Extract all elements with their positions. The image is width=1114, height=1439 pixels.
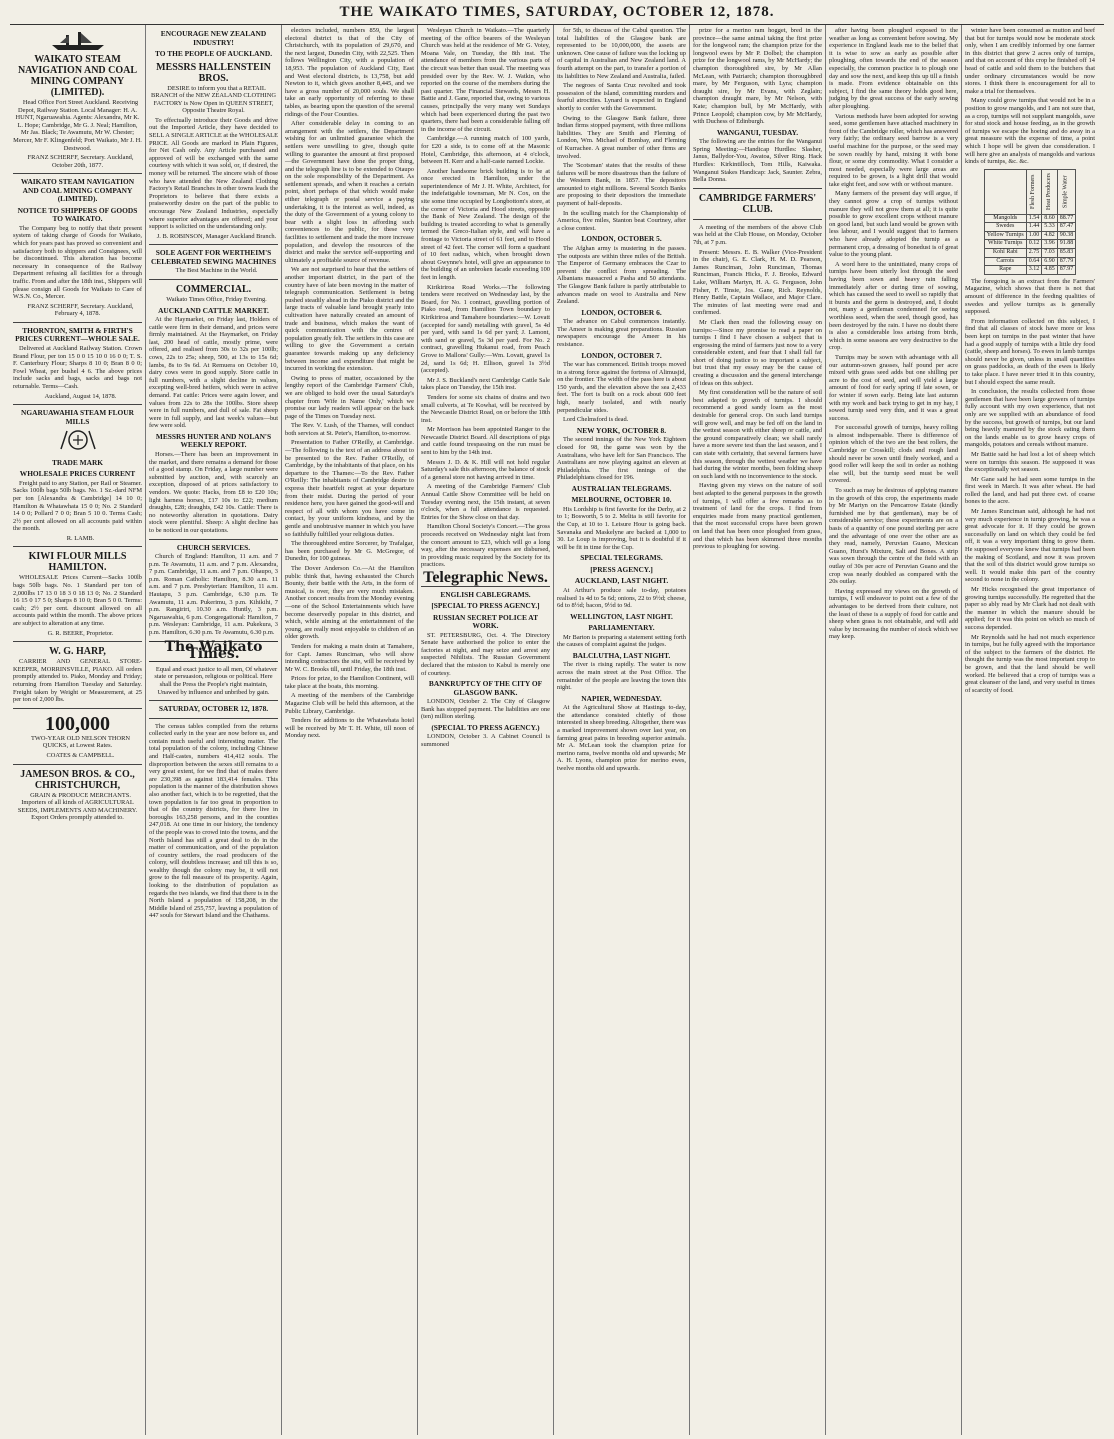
divider: [149, 700, 278, 701]
article-body: The foregoing is an extract from the Farmers' Magazine, which shows that there is not that amount of difference in the feeding qualities of swedes and yellow turnips as is generally supposed.: [965, 277, 1095, 316]
divider: [13, 173, 142, 174]
article-body: From information collected on this subject, I find that all classes of stock have more or less been kept on turnips in the past winter that have had a good supply of turnips with a little dry food (cattle, sheep and horses). To ewes in lamb turnips should never be given, unless in small quantities on grass paddocks, as death of the ewes is likely to take place. I have never tried it in this country, but I should expect the same result.: [965, 317, 1095, 386]
table-row: [984, 214, 1075, 223]
ad-firm: MESSRS HALLENSTEIN BROS.: [156, 61, 271, 84]
dateline: NAPIER, WEDNESDAY.: [581, 693, 662, 703]
table-cell: 3.12: [1026, 266, 1042, 275]
section-subheading: [SPECIAL TO PRESS AGENCY.]: [431, 601, 540, 611]
article-body: Owing to the Glasgow Bank failure, three Indian firms stopped payment, with three millions liabilities. They are Smith and Fleming of London, Wm. Michael of Bombay, and Fleming of Kurrachee. A great number of other firms are involved.: [557, 114, 686, 160]
table-cell: 85.83: [1057, 249, 1076, 258]
article-heading: CAMBRIDGE FARMERS' CLUB.: [698, 192, 817, 215]
article-body: The Dover Anderson Co.—At the Hamilton public think that, having exhausted the Church Bounty, their battle with the Arts, in the form of musical, is over, they are very much mistaken. Another concert results from the Monday evening—one of the School Entertainments which have become deservedly popular in this district, and which, while aiming at the entertainment of the young, are really most enjoyable to children of an older growth.: [285, 564, 414, 641]
dateline: Waikato Times Office, Friday Evening.: [166, 295, 267, 303]
ad-body: Freight paid to any Station, per Rail or Steamer. Sacks 100lb bags 50lb bags. No. 1 Sz.-dard NFM per ton [Alexandra & Cambridge] 14 10 0; Hamilton & Whatawhata 15 0 0; No. 2 Standard 14 0 0; Pollard 7 0 0; Bran 5 10 0. Terms Cash; 2½ per cent allowed on all accounts paid within the month.: [13, 479, 142, 533]
table-cell: 0.64: [1026, 257, 1042, 266]
article-body: Mr Hicks recognised the great importance of growing turnips successfully. He regretted that the paper so ably read by Mr Clark had not dealt with the manner in which the manure should be applied; for it was this point on which so much of success depended.: [965, 586, 1095, 631]
ad-body: GRAIN & PRODUCE MERCHANTS. Importers of all kinds of AGRICULTURAL SEEDS, IMPLEMENTS AND MACHINERY. Export Orders promptly attended to.: [17, 791, 138, 822]
ad-signature: COATES & CAMPBELL.: [46, 751, 115, 759]
article-body: Church of England: Hamilton, 11 a.m. and 7 p.m. Te Awamutu, 11 a.m. and 7 p.m. Alexandra, 7 p.m. Cambridge, 11 a.m. and 7 p.m. Ohaupo, 3 p.m. Roman Catholic: Hamilton, 8.30 a.m. 11 a.m. and 7 p.m. Presbyterian: Hamilton, 11 a.m. Hautapu, 3 p.m. Cambridge, 6.30 p.m. Te Awamutu, 11 a.m. Pukerimu, 3 p.m. Kihikihi, 7 p.m. Rangiriri, 10.30 a.m. Huntly, 3 p.m. Ngaruawahia, 6 p.m. Congregational: Hamilton, 7 p.m. Wesleyan: Cambridge, 11 a.m. Pukekura, 3 p.m. Hamilton, 6.30 p.m. Te Awamutu, 6.30 p.m.: [149, 553, 278, 636]
article-heading: MESSRS HUNTER AND NOLAN'S WEEKLY REPORT.: [155, 431, 272, 450]
article-body: Turnips may be sown with advantage with all our autumn-sown grasses, half pound per acre mixed with grass seed adds but one shilling per acre to the cost of seed, and will yield a large amount of food for early spring if late sown, or for winter if sown early. Being late last autumn with my work and back trying to get in my hay, I sowed turnip seed very thin, and it was a great success.: [829, 353, 958, 422]
column-8: [962, 25, 1098, 1435]
table-cell: 87.97: [1057, 266, 1076, 275]
article-body: A meeting of the members of the above Club was held at the Club House, on Monday, October 7th, at 7 p.m.: [693, 223, 822, 246]
article-body: The Rev. V. Lush, of the Thames, will conduct both services at St. Peter's, Hamilton, to-morrow.: [285, 422, 414, 437]
article-body: Tenders for making a main drain at Tamahere, for Capt. James Runciman, who will show intending contractors the site, will be received by Mr W. C. Brooks till, until Friday, the 18th inst.: [285, 642, 414, 673]
column-3: [282, 25, 418, 1435]
dateline: WANGANUI, TUESDAY.: [716, 127, 799, 137]
article-body: for 5th, to discuss of the Cabul question. The total liabilities of the Glasgow bank are represented to be 10,000,000, the assets are unknown. One cause of failure was the locking up of capital in Australian and New Zealand land. A fourth attempt on the part, to transfer a portion of its liabilities to New Zealand and Australia, failed.: [557, 27, 686, 80]
divider: [149, 279, 278, 280]
article-body: Mr Morrison has been appointed Ranger to the Newcastle District Board. All descriptions of pigs and cattle found trespassing on the run must be sent to him by the 14th inst.: [421, 426, 550, 457]
article-body: Messrs J. D. & K. Hill will not hold regular Saturday's sale this afternoon, the balance of stock of a general store not having arrived in time.: [421, 458, 550, 481]
article-heading: RUSSIAN SECRET POLICE AT WORK.: [432, 612, 539, 631]
article-body: Lord Chelmsford is dead.: [563, 416, 629, 424]
divider: [13, 322, 142, 323]
column-5: [554, 25, 690, 1435]
article-body: A meeting of the Cambridge Farmers' Club Annual Cattle Show Committee will be held on Tuesday evening next, the 15th instant, at seven o'clock, when a full attendance is requested. Entries for the Show close on that day.: [421, 483, 550, 521]
article-body: Mr J. S. Buckland's next Cambridge Cattle Sale takes place on Tuesday, the 15th inst.: [421, 376, 550, 392]
dateline: AUCKLAND, LAST NIGHT.: [574, 576, 669, 586]
divider: [13, 641, 142, 642]
article-body: A meeting of the members of the Cambridge Magazine Club will be held this afternoon, at the Public Library, Cambridge.: [285, 692, 414, 715]
article-body: Tenders for some six chains of drains and two small culverts, at Te Kowhai, will be received by the Newcastle District Road, on or before the 18th inst.: [421, 393, 550, 424]
table-row: [984, 257, 1075, 266]
article-body: Various methods have been adopted for sowing seed, some gentlemen have attached machinery in front of the Cambridge roller, which has answered very fairly; the ordinary seed barrow is a very useful machine for the purpose, or the seed may be sown readily by hand, mixing it with bone flour, or some dry commodity. What I consider a most needed, especially were large areas are required to be grown, is a light drill that would take eight feet, and sow with or without manure.: [829, 112, 958, 188]
article-body: Another handsome brick building is to be at once erected in Hamilton, under the superintendence of Mr J. H. White, Architect, for the indefatigable townsman, Mr N. Cox, on the site some time occupied by Longbottom's store, at the corner of Victoria and Hood streets, opposite the Bank of New Zealand. The design of the building is treated according to what is generally termed the Greco-Italian style, and will have a frontage to Victoria street of 61 feet, and to Hood street of 42 feet. The corner will form a quadrant of 10 feet radius, which, when brought down about Gwynne's hotel, will give an appearance to the building of an unbroken facade exceeding 100 feet in length.: [421, 167, 550, 281]
ad-body: To effectually introduce their Goods and drive out the Imported Article, they have decided to SELL A SINGLE ARTICLE at the WHOLESALE PRICE. All Goods are marked in Plain Figures, for Net Cash only. Any Article purchased and approved of will be exchanged with the same courtesy with which it was sold, or, if desired, the money will be returned. The sincere wish of those who have attended the New Zealand Clothing Factory's Retail Branches in other towns leads the Proprietors to believe that there exists a praiseworthy desire on the part of the public to encourage New Zealand Industries, especially where superior advantages are offered; and your support is solicited on the understanding only.: [149, 116, 278, 231]
section-subheading: (SPECIAL TO PRESS AGENCY.): [431, 722, 540, 732]
article-body: The river is rising rapidly. The water is now across the main street at the Post Office. The remainder of the people are leaving the town this night.: [557, 661, 686, 692]
section-heading: SPECIAL TELEGRAMS.: [580, 553, 663, 563]
article-body: At the Haymarket, on Friday last, Holders of cattle were firm in their demand, and prices were firmly maintained. At the Haymarket, on Friday last, 200 head of cattle, mostly prime, were offered, and realised from 30s to 32s per 100lb; cows, 22s to 25s; sheep, 500, at 13s to 15s 6d; lambs, 8s to 9s 6d. At Remuera on October 10, dairy cows were in good supply. Store cattle in full numbers, with a slight decline in values, excepting well-bred heifers, which were in active demand. Fat cattle: Prices were again lower, and values from 22s to 28s the 100lbs. Store sheep were in full numbers, and dull of sale. Fat sheep were in full supply, and last week's values—but few were sold.: [149, 316, 278, 430]
article-body: Kirikiriroa Road Works.—The following tenders were received on Wednesday last, by the Board, for No. 1 contract, gravelling portion of Piako road, from Hamilton Town boundary to Kirikiriroa and Tamahere boundaries:—W. Lovatt (accepted for sand) metalling with gravel, 5s 4d per yard, with sand 1s 6d per yard; J. Lamont, with sand or gravel, 5s 3d per yard. For No. 2 contract, gravelling Hukanui road, from Peach Grove to Mallons' Gully:—Wm. Lovatt, gravel 1s 2d, sand 1s 6d; H. Ellison, gravel 1s 3½d (accepted).: [421, 283, 550, 375]
article-heading: BANKRUPTCY OF THE CITY OF GLASGOW BANK.: [428, 679, 543, 697]
dateline: LONDON, OCTOBER 7.: [581, 350, 662, 360]
analysis-table: [984, 169, 1076, 275]
dateline: LONDON, OCTOBER 5.: [581, 234, 662, 244]
article-body: Mr Battie said he had lost a lot of sheep which were on turnips this season. He supposed it was the exceptionally wet season.: [965, 450, 1095, 474]
table-cell: 4.82: [1042, 231, 1058, 240]
dateline: LONDON, OCTOBER 6.: [581, 307, 662, 317]
table-row: [984, 266, 1075, 275]
ad-body: CARRIER AND GENERAL STORE-KEEPER, MORRINSVILLE, PIAKO. All orders promptly attended to. Piako, Monday and Friday; returning from Hamilton Tuesday and Saturday. Freight taken by Weight or Measurement, at 25 per ton of 2,000 lbs.: [13, 658, 142, 704]
divider: [13, 546, 142, 547]
table-cell: 1.00: [1026, 231, 1042, 240]
ad-heading: NGARUAWAHIA STEAM FLOUR MILLS: [21, 408, 134, 426]
table-row: [984, 249, 1075, 258]
divider: [149, 718, 278, 719]
article-body: At Arthur's produce sale to-day, potatoes realised 1s 4d to 5s 6d; onions, 22 to 9½d; cheese, 6d to 8½d; bacon, 9½d to 9d.: [557, 586, 686, 610]
article-heading: CHURCH SERVICES.: [176, 542, 251, 552]
article-body: Many farmers of the present day will argue, if they cannot grow a crop of turnips without manure they will not grow them at all; it is quite possible to grow excellent crops without manure on good land, but such land would be grown with less labour, and I would suggest that to farmers who have already adopted the turnip as a permanent crop, a dressing of bonedust is of great value to the young plant.: [829, 190, 958, 259]
article-heading: PARLIAMENTARY.: [588, 623, 655, 633]
table-cell: 6.90: [1042, 257, 1058, 266]
motto: Equal and exact justice to all men, Of whatever state or persuasion, religious or political. Here shall the Press the People's right maintain, Unawed by influence and unbribed by gain.: [154, 665, 278, 696]
table-header-row: [984, 169, 1075, 214]
article-body: The negroes of Santa Cruz revolted and took possession of the island, committing murders and fearful atrocities. Lynard is expected in England shortly to confer with the Government.: [557, 82, 686, 112]
ad-notice: NOTICE TO SHIPPERS OF GOODS TO WAIKATO.: [17, 205, 138, 224]
divider: [693, 188, 822, 189]
coat-of-arms-icon: [53, 427, 103, 453]
article-body: Presentation to Father O'Reilly, at Cambridge.—The following is the text of an address about to be presented to the Rev. Father O'Reilly, of Cambridge, by the inhabitants of that place, on his departure to the Thames:—To the Rev. Father O'Reilly: The inhabitants of Cambridge desire to express their heartfelt regret at your departure from their midst. During the period of your residence here, you have gained the good-will and respect of all with whom you have come in contact, by your uniform kindness, and by the gentle and unobtrusive manner in which you have so faithfully fulfilled your religious duties.: [285, 439, 414, 538]
article-body: Wesleyan Church in Waikato.—The quarterly meeting of the office bearers of the Wesleyan Church was held at the residence of Mr G. Votey, Moana Vale, on Tuesday, the 8th inst. The attendance of members from the various parts of the circuit was better than usual. The meeting was presided over by the Rev. W. J. Watkin, who reported on the course of the members during the past quarter. The Financial Stewards, Messrs H. Battie and J. Gane, reported that, owing to various causes, principally the very many wet Sundays which had been experienced during the past two quarters, there had been a considerable falling off in the income of the circuit.: [421, 27, 550, 133]
article-body: The following are the entries for the Wanganui Spring Meeting:—Handicap Hurdles: Slasher, Janus, Ballydor-You, Awatoa, Silver Ring. Hack Hurdles: Kirkintilloch, Tom Hills, Kaiwaka. Wanganui Stakes Handicap: Jack, Saunter. Zebra, Bella Donna.: [693, 138, 822, 184]
table-cell-name: Mangolds: [984, 214, 1026, 223]
table-cell: 7.03: [1042, 249, 1058, 258]
article-body: ST. PETERSBURG, Oct. 4. The Directory Senate have authorised the police to enter the factories at night, and may seize and arrest any suspected Nihilists. The Russian Government declared that the mission to Kabul is merely one of courtesy.: [421, 631, 550, 677]
section-subheading: [PRESS AGENCY.]: [590, 564, 653, 574]
section-heading: COMMERCIAL.: [175, 283, 252, 295]
table-header-cell: Heat Producers: [1042, 169, 1058, 214]
article-heading: AUCKLAND CATTLE MARKET.: [158, 305, 269, 315]
table-body: [984, 214, 1075, 274]
table-cell-name: Yellow Turnips: [984, 231, 1026, 240]
column-6: [690, 25, 826, 1435]
table-cell: 0.12: [1026, 240, 1042, 249]
table-cell: 1.44: [1026, 223, 1042, 232]
article-body: winter have been consumed as mutton and beef that but for turnips would now be moderate stock only, when I am credibly informed by one farmer in this district that grew 2 acres only of turnips, and that on account of this crop he finished off 14 head of cattle and sold them to the butchers that under ordinary circumstances would be now stores. I think there is encouragement for all to make a trial for themselves.: [965, 27, 1095, 95]
table-cell: 2.75: [1026, 249, 1042, 258]
columns: [10, 25, 1104, 1435]
article-body: Mr James Runciman said, although he had not very much experience in turnip growing, he was a great advocate for it. If they could be grown successfully on land on which they could be fed off, it was a very important thing to grow them. He supposed everyone knew that turnips had been the making of Scotland, and now it was proven that the soil of this district would grow turnips so well. It would make this part of the country second to none in the colony.: [965, 508, 1095, 584]
ad-subheading: WHOLESALE PRICES CURRENT: [19, 469, 136, 479]
table-row: [984, 240, 1075, 249]
telegraphic-news-title: Telegraphic News.: [423, 568, 548, 586]
table-cell-name: White Turnips: [984, 240, 1026, 249]
section-heading: AUSTRALIAN TELEGRAMS.: [571, 483, 672, 493]
section-subheading: ENGLISH CABLEGRAMS.: [440, 589, 531, 599]
article-body: Having given my views on the nature of soil best adapted to the general purposes in the growth of turnips, I will offer a few remarks as to treatment of land for the crops. I find from enquiries made from many practical gentlemen, that the most successful crops have been grown on land that has been once ploughed from grass, and that which has been skimmed three months previous to ploughing for sowing.: [693, 482, 822, 551]
table-cell-name: Carrots: [984, 257, 1026, 266]
table-cell: 3.96: [1042, 240, 1058, 249]
article-body: The advance on Cabul commences instantly. The Ameer is making great preparations. Russian newspapers encourage the Ameer in his resistance.: [557, 318, 686, 348]
article-body: Hamilton Choral Society's Concert.—The gross proceeds received on Wednesday night last from the concert amount to £23, which will go a long way, after the necessary expenses are disbursed, in providing music required by the Society for its practices.: [421, 523, 550, 569]
ad-signature: FRANZ SCHERFF, Secretary. Auckland, February 4, 1878.: [27, 302, 134, 318]
divider: [693, 219, 822, 220]
article-body: Mr Clark then read the following essay on turnips:—Since my promise to read a paper on turnips I find I have chosen a subject that is engrossing the mind of farmers just now to a very considerable extent, and fear that I shall fall far short of doing justice to so important a subject, but trust that my essay may be the cause of creating a discussion and the general interchange of ideas on this subject.: [693, 318, 822, 387]
article-body: We are not surprised to hear that the settlers of another important district, in the part of the country have of late been moving in the matter of telegraph communication. Settlement is being pushed steadily ahead in the Piako district and the large tracts of valuable land brought yearly into cultivation have naturally created an amount of trade and business, which makes the want of quick communication with the centres of population greatly felt. The settlers in this case are willing to give the Government a certain guarantee towards making up any deficiency between income and expenditure that might be incurred in working the extension.: [285, 266, 414, 373]
article-body: For successful growth of turnips, heavy rolling is almost indispensable. There is difference of opinion which of the two are the best rollers, the Cambridge or Crosskill; clods and rough land should never be sown until finely worked, and a good roller will keep the soil in order as nothing else will, but the turnip seed must be well covered.: [829, 424, 958, 485]
dateline: BALCLUTHA, LAST NIGHT.: [572, 650, 671, 660]
ad-signature: G. R. BEERE, Proprietor.: [47, 629, 114, 637]
ad-body: Delivered at Auckland Railway Station. Crown Brand Flour, per ton 15 0 0 15 10 0 16 0 0; T. S. F. Canterbury Flour; Sharps 8 10 0; Bran 8 0 0; Fowl Wheat, per bushel 4 6. The above prices include sacks and bags, sacks and bags not returnable. Terms—Cash.: [13, 344, 142, 390]
paper-title: The Waikato Times.: [149, 641, 278, 662]
ad-heading: ENCOURAGE NEW ZEALAND INDUSTRY!: [160, 29, 267, 47]
article-body: Horses.—There has been an improvement in the market, and there remains a demand for those of a good stamp. On Friday, a large number were submitted by auction, and, with scarcely an exception, disposed of at prices satisfactory to vendors. We quote: Hacks, from £8 to £20 10s; light harness horses, £17 10s to £22; medium draughts, £28; draughts, £42 10s. Cattle: There is no noteworthy alteration in quotations. Dairy stock were plentiful. Sheep: A slight decline has to be noticed in our quotations.: [149, 450, 278, 534]
article-body: LONDON, October 2. The City of Glasgow Bank has stopped payment. The liabilities are one (ten) million sterling.: [421, 698, 550, 721]
ad-body: Head Office Fort Street Auckland. Receiving Depot, Railway Station. Local Manager: H. A. HUNT, Ngaruawahia. Agents: Alexandra, Mr K. L. Hope; Cambridge, Mr G. J. Neal; Hamilton, Mr Jas. Black; Te Awamutu, Mr W. Chester; Mercer, Mr F. Klingenfeld; Port Waikato, Mr J. H. Destwood.: [13, 99, 142, 152]
ship-logo-icon: [48, 29, 108, 51]
trade-mark-row: [13, 427, 142, 456]
dateline: NEW YORK, OCTOBER 8.: [576, 425, 667, 435]
article-body: The thoroughbred entire Sorcerer, by Trafalgar, has been purchased by Mr G. McGregor, of Dunedin, for 100 guineas.: [285, 540, 414, 563]
article-body: prize for a merino ram hogget, bred in the province—the same animal taking the first prize for the longwool ram; the champion prize for the longwool ewes by Mr P. Dolbel; the champion prize for the longwool rams, by Mr McHardy; the champion thoroughbred sire, by Mr Allan McLean, with Patriarch; champion thoroughbred mare, by Mr Ferguson, with Lyra; champion draught sire, by Mr Evans, with Zeglain; champion draught mare, by Mr Nelson, with Kate; champion bull, by Mr McHardy, with Prince Leopold; champion cow, by Mr McHardy, with Duchess of Edinburgh.: [693, 27, 822, 126]
article-body: Cambridge.—A running match of 100 yards, for £20 a side, is to come off at the Masonic Hotel, Cambridge, this afternoon, at 4 o'clock, between H. Kerr and a half-caste named Lockie.: [421, 135, 550, 166]
table-cell: 1.54: [1026, 214, 1042, 223]
ad-body: The Best Machine in the World.: [175, 267, 258, 275]
table-row: [984, 223, 1075, 232]
article-body: The second innings of the New York Eighteen closed for 98, the game was won by the Australians, who have left for San Francisco. The Australians are now playing against an eleven at Philadelphia. The first innings of the Philadelphians closed for 196.: [557, 436, 686, 482]
ad-body: TWO-YEAR OLD NELSON THORN QUICKS, at Lowest Rates.: [30, 734, 131, 750]
article-body: Having expressed my views on the growth of turnips, I will endeavor to point out a few of the advantages to be derived from their culture, not the least of these is a supply of food for cattle and sheep when grass is not obtainable, and will add value by increasing the number of stock which we may keep.: [829, 587, 958, 641]
table-cell: 91.88: [1057, 240, 1076, 249]
dateline: MELBOURNE, OCTOBER 10.: [571, 495, 672, 505]
article-body: His Lordship is first favorite for the Derby, at 2 to 1; Bosworth, 5 to 2. Melita is still favorite for the Cup, at 10 to 1. Leisure Hour is going back. Savanaka and Maskelyne are backed at 1,000 to 30. Le Loup is improving, but it is doubtful if it will be fit in time for the Cup.: [557, 505, 686, 551]
table-cell-name: Rape: [984, 266, 1026, 275]
article-body: Owing to press of matter, occasioned by the lengthy report of the Cambridge Farmers' Club, we are obliged to hold over the usual Saturday's chapter from 'Wife in Name Only,' which we promise our lady readers will appear on the back page of the Times on Tuesday next.: [285, 374, 414, 420]
leader-article: The census tables compiled from the returns collected early in the year are now before us, and contain much useful and interesting matter. The total population of the colony, including Chinese and Half-castes, numbers 414,412 souls. The disproportion between the sexes still remains to a very great extent, for we find that of males there are 230,398 as against 183,414 females. This population is the manner of the distribution shows also another fact, which is to be regretted, that the town population is far too great in proportion to that of the country districts, for there live in boroughs 163,258 persons, and in the counties 247,018. At one time in our history, the tendency of the people was to crowd into the towns, and the North Island has still a great deal to do in the matter of communication, and of the population of country settlers, the road producers of the colony, will doubtless increase; and till this is so, wealthy though the colony may be, it will not grow to the full measure of its prosperity. Again, looking to the distribution of population as regards the two islands, we find that there is in the North Island a population of 158,208, in the Middle Island of 255,757, leaving a population of 447 souls for Stewart Island and the Chathams.: [149, 722, 278, 920]
column-1: [10, 25, 146, 1435]
table-cell: 90.38: [1057, 231, 1076, 240]
ad-lead: DESIRE to inform you that a RETAIL BRANCH of the NEW ZEALAND CLOTHING FACTORY is Now Open in QUEEN STREET, Opposite Theatre Royal.: [150, 84, 277, 115]
divider: [149, 539, 278, 540]
table-header-cell: Flesh Formers: [1026, 169, 1042, 214]
ad-signature: Auckland, August 14, 1878.: [44, 392, 117, 400]
date-line: SATURDAY, OCTOBER 12, 1878.: [158, 704, 269, 714]
divider: [13, 404, 142, 405]
article-body: The Afghan army is mustering in the passes. The outposts are within three miles of the British. The Emperor of Germany embraces the Czar to prevent the conflict from spreading. The Albanians massacred a Pasha and 50 attendants. The Glasgow Bank failure is partly attributable to advances made on wool to Australia and New Zealand.: [557, 244, 686, 306]
column-2: [146, 25, 282, 1435]
article-body: At the Agricultural Show at Hastings to-day, the attendance consisted chiefly of those interested in sheep breeding. Altogether, there was a marked improvement shown over last year, on farming great pains in breeding superior animals. Mr A. McLean took the champion prize for merino rams, twelve months old and upwards; Mr A. H. Lyons, champion prize for merino ewes, twelve months old and upwards.: [557, 704, 686, 773]
ad-big-number: 100,000: [45, 712, 110, 735]
ad-body: The Company beg to notify that their present system of taking charge of Goods for Waikato, which for years past has proved so convenient and satisfactory both to shippers and Consignees, will be discontinued. This alteration has become necessary in consequence of the Railway Department refusing all facilities for a through traffic. From and after the 18th inst., Shippers will please consign all Goods for Waikato to Care of W.S.N. Co., Mercer.: [13, 224, 142, 301]
ad-signature: R. LAMB.: [66, 534, 95, 542]
article-body: The war has commenced. British troops moved in a strong force against the fortress of Alimusjid, on the frontier. The width of the pass here is about 150 yards, and the elevation above the sea 2,433 feet. The fort is built on a rock about 600 feet high, nearly isolated, and with nearly perpendicular sides.: [557, 361, 686, 414]
table-cell: 4.85: [1042, 266, 1058, 275]
table-cell: 87.79: [1057, 257, 1076, 266]
table-cell: 5.33: [1042, 223, 1058, 232]
divider: [149, 244, 278, 245]
ad-signature: FRANZ SCHERFF, Secretary. Auckland, October 20th, 1877.: [27, 154, 134, 169]
divider: [13, 708, 142, 709]
table-cell: 88.77: [1057, 214, 1076, 223]
article-body: A word here to the uninitiated, many crops of turnips have been utterly lost through the seed having been sown and heavy rain falling immediately after or during time of sowing, which has caused the seed to swell so rapidly that it bursts and the germ is destroyed, and, I doubt not, many a gentleman condemned for seeing worthless seed, when the seed, though good, has been destroyed by the rain. I have no doubt there is also a considerable loss arising from birds, which in some seasons are very destructive to the crop.: [829, 260, 958, 352]
article-body: After considerable delay in coming to an arrangement with the settlers, the Department wishing for an unlimited guarantee which the settlers were unwilling to give, though quite willing to guarantee the amount at first proposed—the Government have done the proper thing, and the telegraph line is to be extended to Otaupo on the sole responsibility of the Department. As settlement spreads, and when it reaches a certain point, short perhaps of that which would make either telegraph or postal service a paying undertaking, it is the interest as well, indeed, as the duty of the Government of a young colony to bear with a slight loss in affording such conveniences to the public, for these very facilities to settlement and trade the more increase population, and develop the resources of the district and make the service self-supporting and ultimately a profitable source of revenue.: [285, 120, 414, 264]
article-body: To such as may be desirous of applying manure in the growth of this crop, the experiments made by Mr Martyn on the Pencarrow Estate (kindly furnished me by that gentleman), may be of considerable service; these experiments are on a basis of a quantity of one pound sterling per acre and the advantage of one over the other are as they read, namely, Peruvian Guano, Mexican Guano, Hurst's Mixture, Salt and Bones. A strip was sown through the centre of the field with an outlay of 30s per acre of Peruvian Guano and the crop was nearly doubled as compared with the 20s outlay.: [829, 487, 958, 586]
article-body: Tenders for additions to the Whatawhata hotel will be received by Mr T. H. White, till noon of Monday next.: [285, 717, 414, 740]
ad-heading: KIWI FLOUR MILLS HAMILTON.: [28, 551, 127, 574]
article-body: after having been ploughed exposed to the weather as long as convenient before sowing. My experience in England leads me to the belief that it is wise to sow as early as possible after ploughing, often towards the end of the season especially, the common practice is to plough one day and sow the next, and keep this up till a finish is made. From evidence obtainable on this subject, I find the same theory holds good here, judging by the great success of the early sowing after ploughing.: [829, 27, 958, 110]
table-header-cell: [984, 169, 1026, 214]
dateline: WELLINGTON, LAST NIGHT.: [570, 611, 673, 621]
divider: [13, 764, 142, 765]
ad-heading: WAIKATO STEAM NAVIGATION AND COAL MINING COMPANY (LIMITED).: [17, 54, 138, 98]
table-row: [984, 231, 1075, 240]
article-body: electors included, numbers 859, the largest electoral district is that of the City of Christchurch, with its population of 29,670, and the next largest, Dunedin City, with 22,525. Then follows Wellington City, with a population of 18,953. The population of Auckland City, East and West electoral districts, is 13,758, but add Newton to it, which gives another 8,445, and we have a gross number of 20,000 souls. We shall take an early opportunity of referring to these tables, as bearing upon the question of the several ridings of the Four Counties.: [285, 27, 414, 118]
ad-heading: SOLE AGENT FOR WERTHEIM'S CELEBRATED SEWING MACHINES: [150, 248, 277, 266]
table-cell-name: Swedes: [984, 223, 1026, 232]
column-4: [418, 25, 554, 1435]
ad-signature: J. B. ROBINSON, Manager Auckland Branch.: [156, 232, 277, 240]
article-body: LONDON, October 3. A Cabinet Council is summoned: [421, 733, 550, 748]
table-cell-name: Kohl Rabi: [984, 249, 1026, 258]
article-body: My first consideration will be the nature of soil best adapted to growth of turnips. I should recommend a good sandy loam as the most desirable for general crop. On such land turnips will grow well, and may be fed off on the land in the wettest season with either sheep or cattle, and the ground comparatively clean; we shall rarely have a more severe test than the last season, and I can state with certainty, that several farmers have this season, through the wettest weather we have had during the winter months, been folding sheep on such land with no inconvenience to the stock.: [693, 389, 822, 480]
article-body: In conclusion, the results collected from those gentlemen that have been large growers of turnips fully account with my own experience, that not only are we supplied with an abundance of food by the success, but growth of turnips, but our land being heavily manured by the stock eating them on the lands enable us to grow heavy crops of mangolds, potatoes and cereals without manure.: [965, 388, 1095, 449]
table-cell: 87.47: [1057, 223, 1076, 232]
article-body: Mr Reynolds said he had not much experience in turnips, but he fully agreed with the importance of the subject to the farmers of the district. He thought the turnip was the most important crop to be grown, and that the land should be well worked. He believed that a crop of turnips was a great cleanser of the land, and very useful in times of scarcity of food.: [965, 633, 1095, 694]
table-cell: 8.60: [1042, 214, 1058, 223]
article-body: The 'Scotsman' states that the results of these failures will be more disastrous than the failure of the Western Bank, in 1857. The depositors amounted to eight millions. Several Scotch Banks are proposing to their depositors the immediate payment of half-deposits.: [557, 162, 686, 208]
ad-heading: W. G. HARP,: [49, 646, 106, 658]
ad-heading: JAMESON BROS. & CO., CHRISTCHURCH,: [20, 768, 135, 791]
table-header-cell: Simple Water: [1057, 169, 1076, 214]
ad-subheading: TO THE PEOPLE OF AUCKLAND.: [154, 49, 273, 58]
article-body: Mr Gane said he had seen some turnips in the first week in March. It was after wheat. He had rolled the land, and had put three cwt. of coarse bones to the acre.: [965, 475, 1095, 506]
column-7: [826, 25, 962, 1435]
ad-body: WHOLESALE Prices Current—Sacks 100lb bags 50lb bags. No. 1 Standard per ton of 2,000lbs 17 13 0 18 3 0 18 13 0; No. 2 Standard 16 15 0 17 5 0; Sharps 8 10 0; Bran 5 0 0. Terms: cash; 2½ per cent. discount allowed on all accounts paid within the month. The above prices are subject to alteration at any time.: [13, 574, 142, 628]
article-body: Many could grow turnips that would not be in a position to grow mangolds, and I am not sure that, as a crop, turnips will not supplant mangolds, save for stud stock and house feeding, as in the growth of turnips we escape the hoeing and do away in a great measure with the expense of time, a point which I hope will be given due consideration. I will here give an analysis of mangolds and various kinds of turnips, &c. &c.: [965, 97, 1095, 166]
ad-heading: WAIKATO STEAM NAVIGATION AND COAL MINING COMPANY (LIMITED).: [20, 177, 135, 204]
article-body: In the sculling match for the Championship of America, five miles, Stanton beat Courtney, after a close contest.: [557, 209, 686, 232]
masthead: THE WAIKATO TIMES, SATURDAY, OCTOBER 12, 1878.: [10, 4, 1104, 25]
trade-mark-label: TRADE MARK: [51, 457, 104, 467]
article-body: Present: Messrs. E. B. Walker (Vice-President in the chair), G. E. Clark, H. M. D. Pearson, James Runciman, John Runciman, Thomas Runciman, Francis Hicks, F. J. Brooks, Edward Lake, William Martyn, H. A. G. Ferguson, John Fisher, F. Tinsie, Jos. Gane, Rich. Reynolds, Henry Battle, Captain Wallace, and Major Clare. The minutes of last meeting were read and confirmed.: [693, 248, 822, 317]
article-body: Prices for prize, to the Hamilton Continent, will take place at the boats, this morning.: [285, 675, 414, 690]
article-body: Mr Barton is preparing a statement setting forth the causes of complaint against the judges.: [557, 633, 686, 649]
ad-heading: THORNTON, SMITH & FIRTH'S PRICES CURRENT—WHOLE SALE.: [15, 325, 140, 344]
